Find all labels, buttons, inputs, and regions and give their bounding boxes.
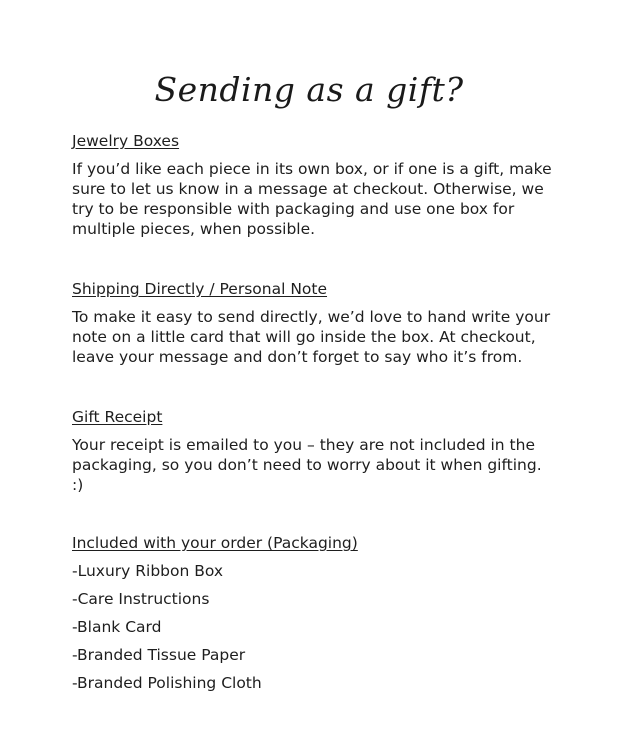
section-included-packaging xyxy=(72,533,572,693)
list-item: -Branded Polishing Cloth xyxy=(72,674,262,692)
section-heading: Shipping Directly / Personal Note xyxy=(72,280,328,298)
section-heading: Included with your order (Packaging) xyxy=(72,534,358,552)
list-item: -Care Instructions xyxy=(72,590,210,608)
section-shipping-directly xyxy=(72,279,572,367)
section-body: If you’d like each piece in its own box, or if one is a gift, make sure to let us know in a message at checkout. Otherwise, we try to be responsible with packaging and use one box for multiple pieces, when possible. xyxy=(72,160,552,238)
section-gift-receipt xyxy=(72,407,572,495)
section-body: Your receipt is emailed to you – they are not included in the packaging, so you don’t need to worry about it when gifting. :) xyxy=(72,436,542,494)
list-item: -Blank Card xyxy=(72,618,162,636)
section-body: To make it easy to send directly, we’d love to hand write your note on a little card that will go inside the box. At checkout, leave your message and don’t forget to say who it’s from. xyxy=(72,308,551,366)
section-jewelry-boxes xyxy=(72,131,572,239)
page-title: Sending as a gift? xyxy=(154,70,464,109)
list-item: -Branded Tissue Paper xyxy=(72,646,246,664)
section-heading: Jewelry Boxes xyxy=(72,132,180,150)
section-heading: Gift Receipt xyxy=(72,408,163,426)
gift-info-content xyxy=(72,131,572,701)
packaging-list xyxy=(72,561,572,693)
list-item: -Luxury Ribbon Box xyxy=(72,562,224,580)
